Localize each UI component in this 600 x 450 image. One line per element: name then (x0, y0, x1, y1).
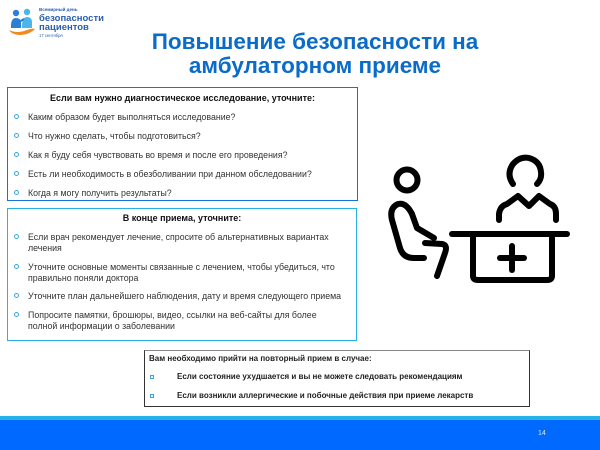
diagnostic-heading: Если вам нужно диагностическое исследование, уточните: (49, 93, 315, 103)
list-item: Если возникли аллергические и побочные действия при приеме лекарств (150, 391, 529, 401)
page-title (100, 30, 530, 78)
list-item: Есть ли необходимость в обезболивании при данном обследовании? (14, 169, 349, 180)
list-item: Если врач рекомендует лечение, спросите об альтернативных вариантах лечения (14, 232, 348, 254)
logo-line1: Всемирный день (39, 7, 78, 12)
list-item: Уточните основные моменты связанные с лечением, чтобы убедиться, что правильно поняли доктора (14, 262, 348, 284)
list-item: Уточните план дальнейшего наблюдения, дату и время следующего приема (14, 291, 348, 302)
logo-date: 17 сентября (39, 32, 63, 38)
list-item: Попросите памятки, брошюры, видео, ссылки на веб-сайты для более полной информации о заболевании (14, 310, 348, 332)
page-number: 14 (538, 430, 546, 437)
list-item: Когда я могу получить результаты? (14, 188, 349, 199)
end-of-visit-list (8, 232, 356, 332)
square-bullet-icon (150, 372, 177, 382)
return-visit-list (145, 372, 529, 401)
logo-line3: пациентов (39, 22, 89, 33)
end-of-visit-box (7, 208, 357, 341)
diagnostic-questions-box (7, 87, 358, 201)
title-line2: амбулаторном приеме (188, 53, 442, 78)
circle-bullet-icon (14, 169, 28, 180)
circle-bullet-icon (14, 232, 28, 254)
circle-bullet-icon (14, 188, 28, 199)
list-item: Если состояние ухудшается и вы не можете следовать рекомендациям (150, 372, 529, 382)
return-visit-heading: Вам необходимо прийти на повторный прием в случае: (149, 354, 372, 363)
list-item: Что нужно сделать, чтобы подготовиться? (14, 131, 349, 142)
square-bullet-icon (150, 391, 177, 401)
diagnostic-list (8, 112, 357, 199)
circle-bullet-icon (14, 112, 28, 123)
end-of-visit-heading: В конце приема, уточните: (122, 213, 242, 223)
circle-bullet-icon (14, 310, 28, 332)
return-visit-box (144, 350, 530, 407)
doctor-patient-consultation-icon (382, 148, 582, 293)
circle-bullet-icon (14, 262, 28, 284)
list-item: Как я буду себя чувствовать во время и после его проведения? (14, 150, 349, 161)
footer-bar (0, 420, 600, 450)
people-helping-icon (7, 8, 37, 36)
logo-line2: безопасности (39, 12, 104, 24)
circle-bullet-icon (14, 131, 28, 142)
circle-bullet-icon (14, 291, 28, 302)
circle-bullet-icon (14, 150, 28, 161)
title-line1: Повышение безопасности на (151, 29, 479, 54)
list-item: Каким образом будет выполняться исследование? (14, 112, 349, 123)
